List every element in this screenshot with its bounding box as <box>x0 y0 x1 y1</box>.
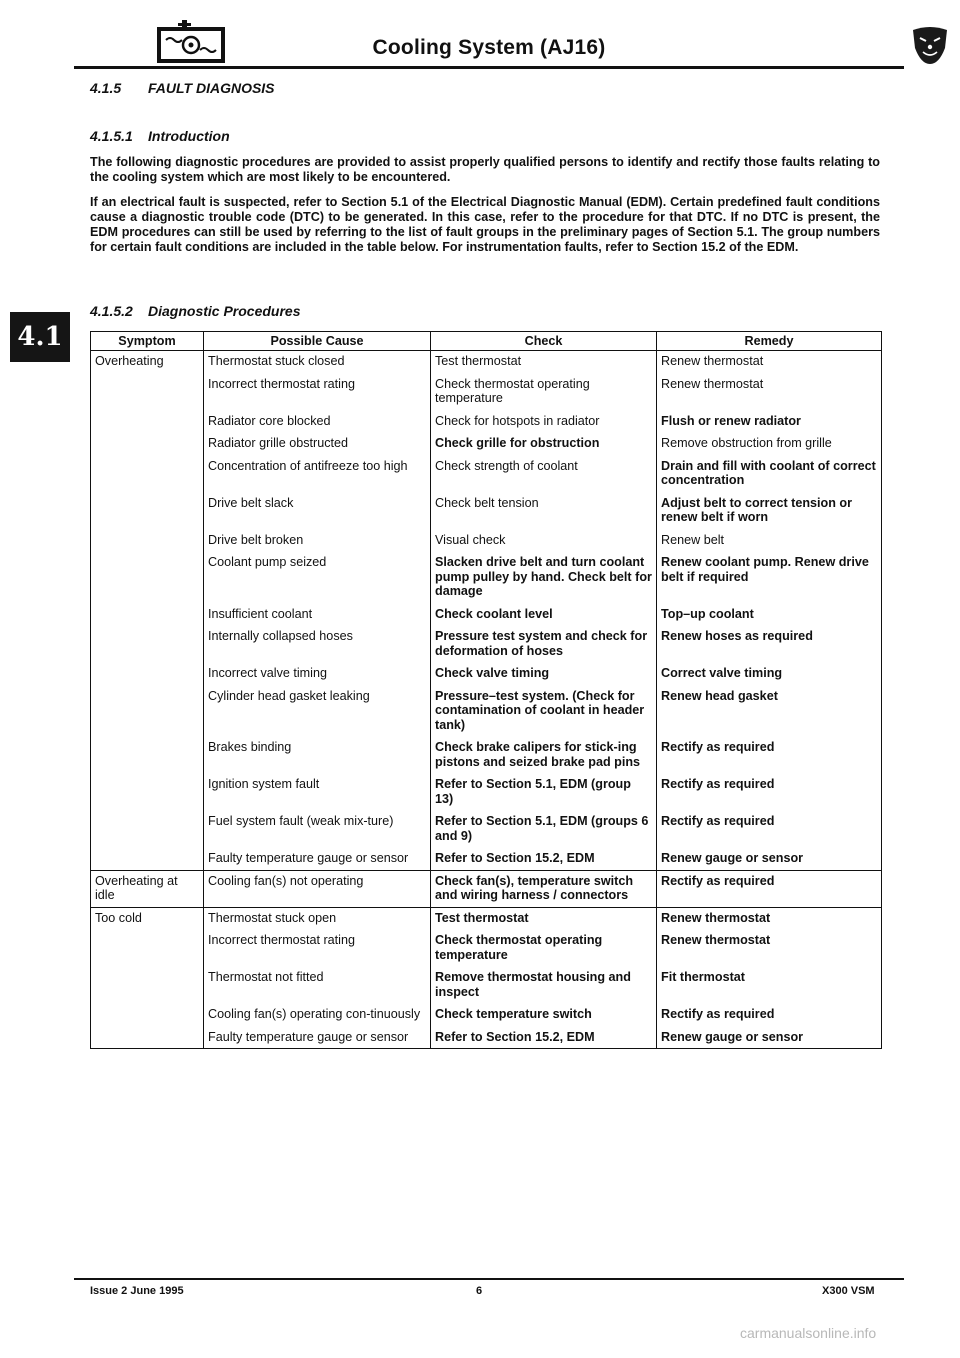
cause-cell: Brakes binding <box>204 736 431 773</box>
intro-paragraph-2: If an electrical fault is suspected, refer to Section 5.1 of the Electrical Diagnostic Manual (EDM). Certain predefined fault conditions cause a diagnostic trouble code (DTC) to be generated. In this case, refer to the procedure for that DTC. If no DTC is present, the EDM procedures can still be used by referring to the list of fault groups in the preliminary pages of Section 5.1. The group numbers for certain fault conditions are included in the table below. For instrumentation faults, refer to Section 15.2 of the EDM. <box>90 195 880 254</box>
check-cell: Refer to Section 5.1, EDM (groups 6 and 9) <box>431 810 657 847</box>
check-cell: Check brake calipers for stick-ing pistons and seized brake pad pins <box>431 736 657 773</box>
cause-cell: Incorrect thermostat rating <box>204 929 431 966</box>
check-cell: Check valve timing <box>431 662 657 685</box>
table-row <box>91 773 882 810</box>
symptom-cell <box>91 966 204 1003</box>
check-cell: Check strength of coolant <box>431 455 657 492</box>
cause-cell: Thermostat stuck open <box>204 907 431 929</box>
header-check: Check <box>431 332 657 351</box>
remedy-cell: Renew gauge or sensor <box>657 1026 882 1049</box>
heading-introduction <box>90 128 230 144</box>
remedy-cell: Renew thermostat <box>657 373 882 410</box>
table-row <box>91 929 882 966</box>
jaguar-head-logo-icon <box>909 26 951 71</box>
heading-text: Diagnostic Procedures <box>148 303 301 319</box>
symptom-cell: Too cold <box>91 907 204 929</box>
cause-cell: Internally collapsed hoses <box>204 625 431 662</box>
cause-cell: Drive belt broken <box>204 529 431 552</box>
remedy-cell: Fit thermostat <box>657 966 882 1003</box>
check-cell: Refer to Section 5.1, EDM (group 13) <box>431 773 657 810</box>
cause-cell: Incorrect valve timing <box>204 662 431 685</box>
diagnostic-table <box>90 331 882 1049</box>
heading-number: 4.1.5.1 <box>90 128 133 144</box>
footer-rule <box>74 1278 904 1280</box>
remedy-cell: Rectify as required <box>657 1003 882 1026</box>
remedy-cell: Remove obstruction from grille <box>657 432 882 455</box>
check-cell: Check grille for obstruction <box>431 432 657 455</box>
remedy-cell: Renew belt <box>657 529 882 552</box>
heading-diagnostic-procedures <box>90 303 301 319</box>
footer-manual-code: X300 VSM <box>822 1285 875 1297</box>
heading-text: FAULT DIAGNOSIS <box>148 80 275 96</box>
cause-cell: Fuel system fault (weak mix-ture) <box>204 810 431 847</box>
symptom-cell <box>91 929 204 966</box>
symptom-cell <box>91 551 204 603</box>
check-cell: Visual check <box>431 529 657 552</box>
check-cell: Pressure–test system. (Check for contamination of coolant in header tank) <box>431 685 657 737</box>
table-row <box>91 870 882 907</box>
remedy-cell: Renew head gasket <box>657 685 882 737</box>
check-cell: Test thermostat <box>431 351 657 373</box>
table-row <box>91 410 882 433</box>
cause-cell: Cylinder head gasket leaking <box>204 685 431 737</box>
cause-cell: Cooling fan(s) not operating <box>204 870 431 907</box>
table-row <box>91 373 882 410</box>
cause-cell: Concentration of antifreeze too high <box>204 455 431 492</box>
remedy-cell: Rectify as required <box>657 810 882 847</box>
table-row <box>91 351 882 373</box>
remedy-cell: Rectify as required <box>657 773 882 810</box>
table-row <box>91 432 882 455</box>
check-cell: Check coolant level <box>431 603 657 626</box>
check-cell: Pressure test system and check for deformation of hoses <box>431 625 657 662</box>
check-cell: Check for hotspots in radiator <box>431 410 657 433</box>
table-row <box>91 551 882 603</box>
remedy-cell: Renew coolant pump. Renew drive belt if required <box>657 551 882 603</box>
remedy-cell: Renew thermostat <box>657 929 882 966</box>
check-cell: Refer to Section 15.2, EDM <box>431 1026 657 1049</box>
table-row <box>91 492 882 529</box>
symptom-cell <box>91 736 204 773</box>
cause-cell: Drive belt slack <box>204 492 431 529</box>
section-tab: 4.1 <box>10 312 70 362</box>
cause-cell: Coolant pump seized <box>204 551 431 603</box>
header-remedy: Remedy <box>657 332 882 351</box>
check-cell: Check thermostat operating temperature <box>431 929 657 966</box>
check-cell: Check temperature switch <box>431 1003 657 1026</box>
table-row <box>91 847 882 870</box>
table-row <box>91 810 882 847</box>
cause-cell: Radiator core blocked <box>204 410 431 433</box>
remedy-cell: Rectify as required <box>657 736 882 773</box>
remedy-cell: Renew thermostat <box>657 351 882 373</box>
table-row <box>91 603 882 626</box>
cause-cell: Thermostat not fitted <box>204 966 431 1003</box>
check-cell: Slacken drive belt and turn coolant pump pulley by hand. Check belt for damage <box>431 551 657 603</box>
table-row <box>91 736 882 773</box>
table-row <box>91 1003 882 1026</box>
symptom-cell: Overheating at idle <box>91 870 204 907</box>
table-row <box>91 662 882 685</box>
heading-text: Introduction <box>148 128 230 144</box>
table-row <box>91 966 882 1003</box>
cause-cell: Thermostat stuck closed <box>204 351 431 373</box>
cause-cell: Ignition system fault <box>204 773 431 810</box>
header-possible-cause: Possible Cause <box>204 332 431 351</box>
table-row <box>91 625 882 662</box>
footer-page-number: 6 <box>476 1285 483 1297</box>
heading-number: 4.1.5.2 <box>90 303 133 319</box>
table-header-row <box>91 332 882 351</box>
symptom-cell <box>91 810 204 847</box>
symptom-cell <box>91 410 204 433</box>
check-cell: Check fan(s), temperature switch and wiring harness / connectors <box>431 870 657 907</box>
heading-fault-diagnosis <box>90 80 275 96</box>
symptom-cell <box>91 662 204 685</box>
remedy-cell: Rectify as required <box>657 870 882 907</box>
symptom-cell <box>91 1026 204 1049</box>
check-cell: Check belt tension <box>431 492 657 529</box>
symptom-cell <box>91 603 204 626</box>
intro-paragraph-1: The following diagnostic procedures are provided to assist properly qualified persons to identify and rectify those faults relating to the cooling system which are most likely to be encountered. <box>90 155 880 184</box>
document-title: Cooling System (AJ16) <box>372 36 606 59</box>
cause-cell: Radiator grille obstructed <box>204 432 431 455</box>
symptom-cell <box>91 455 204 492</box>
watermark-text: carmanualsonline.info <box>740 1325 877 1341</box>
symptom-cell: Overheating <box>91 351 204 373</box>
symptom-cell <box>91 625 204 662</box>
symptom-cell <box>91 373 204 410</box>
symptom-cell <box>91 432 204 455</box>
symptom-cell <box>91 492 204 529</box>
cause-cell: Cooling fan(s) operating con-tinuously <box>204 1003 431 1026</box>
table-row <box>91 529 882 552</box>
symptom-cell <box>91 1003 204 1026</box>
remedy-cell: Top–up coolant <box>657 603 882 626</box>
check-cell: Check thermostat operating temperature <box>431 373 657 410</box>
remedy-cell: Flush or renew radiator <box>657 410 882 433</box>
page-header <box>74 16 904 68</box>
table-row <box>91 455 882 492</box>
symptom-cell <box>91 847 204 870</box>
header-symptom: Symptom <box>91 332 204 351</box>
cause-cell: Faulty temperature gauge or sensor <box>204 847 431 870</box>
cause-cell: Insufficient coolant <box>204 603 431 626</box>
table-row <box>91 1026 882 1049</box>
check-cell: Remove thermostat housing and inspect <box>431 966 657 1003</box>
remedy-cell: Adjust belt to correct tension or renew belt if worn <box>657 492 882 529</box>
heading-number: 4.1.5 <box>90 80 122 96</box>
cause-cell: Incorrect thermostat rating <box>204 373 431 410</box>
symptom-cell <box>91 529 204 552</box>
check-cell: Test thermostat <box>431 907 657 929</box>
remedy-cell: Renew hoses as required <box>657 625 882 662</box>
footer-issue-date: Issue 2 June 1995 <box>90 1285 184 1297</box>
symptom-cell <box>91 685 204 737</box>
header-rule <box>74 66 904 69</box>
remedy-cell: Drain and fill with coolant of correct concentration <box>657 455 882 492</box>
remedy-cell: Renew gauge or sensor <box>657 847 882 870</box>
remedy-cell: Renew thermostat <box>657 907 882 929</box>
check-cell: Refer to Section 15.2, EDM <box>431 847 657 870</box>
table-row <box>91 685 882 737</box>
table-row <box>91 907 882 929</box>
remedy-cell: Correct valve timing <box>657 662 882 685</box>
cause-cell: Faulty temperature gauge or sensor <box>204 1026 431 1049</box>
symptom-cell <box>91 773 204 810</box>
